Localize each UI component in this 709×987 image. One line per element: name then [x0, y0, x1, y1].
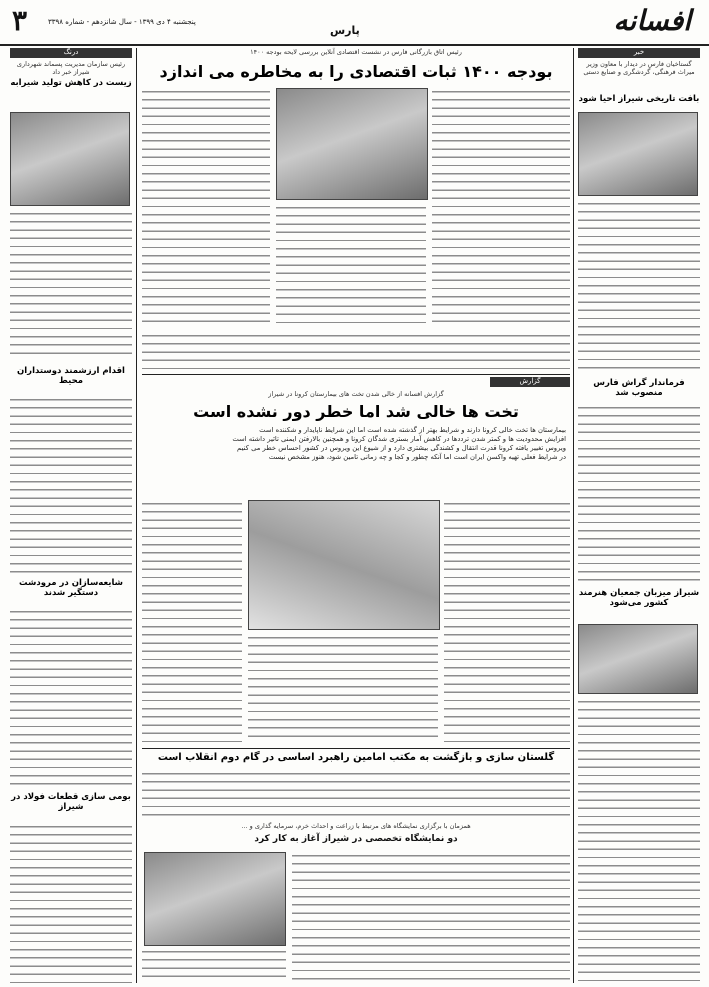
right-item2-title: فرماندار گراش فارس منصوب شد: [593, 378, 685, 398]
issue-info: پنجشنبه ۴ دی ۱۳۹۹ - سال شانزدهم - شماره ۳۳۹۸: [48, 18, 196, 26]
lead-kicker: رئیس اتاق بازرگانی فارس در نشست اقتصادی آنلاین بررسی لایحه بودجه ۱۴۰۰: [250, 48, 462, 56]
left-item3-title: شایعه‌سازان در مرودشت دستگیر شدند: [18, 578, 124, 598]
exhibition-photo: [144, 852, 286, 946]
left-item1-photo: [10, 112, 130, 206]
left-section-tag: درنگ: [10, 48, 132, 58]
right-item1-photo: [578, 112, 698, 196]
left-item4-body: [10, 823, 132, 983]
left-item1-body: [10, 210, 132, 360]
right-item3-title: شیراز میزبان جمعیان هنرمند کشور می‌شود: [578, 588, 700, 608]
left-item1-kicker: رئیس سازمان مدیریت پسماند شهرداری شیراز خبر داد: [16, 60, 126, 76]
right-item2-body: [578, 404, 700, 584]
report-body-col1: [142, 500, 242, 742]
bottom-title: گلستان سازی و بازگشت به مکتب امامین راهبرد اساسی در گام دوم انقلاب است: [157, 752, 555, 763]
left-item2-body: [10, 396, 132, 574]
report-body-col3: [444, 500, 570, 742]
report-kicker: گزارش افسانه از خالی شدن تخت های بیمارستان کرونا در شیراز: [268, 390, 444, 398]
report-bullet: در شرایط فعلی تهیه واکسن ایران است اما آنکه چطور و کجا و چه زمانی تامین شود، هنوز مشخص نیست: [268, 453, 566, 461]
left-column: [10, 48, 132, 983]
lead-title: بودجه ۱۴۰۰ ثبات اقتصادی را به مخاطره می اندازد: [159, 62, 553, 81]
bottom-rule: [142, 748, 570, 749]
lead-photo: [276, 88, 428, 200]
report-title: تخت ها خالی شد اما خطر دور نشده است: [193, 402, 519, 421]
lead-body-col3: [432, 88, 570, 328]
right-item1-kicker: گستاخیان فارس در دیدار با معاون وزیر میراث فرهنگی، گردشگری و صنایع دستی: [583, 60, 695, 76]
report-bullet: ویروس تغییر یافته کرونا قدرت انتقال و کشندگی بیشتری دارد و از شیوع این ویروس در کشور احساس خطر می کنیم: [237, 444, 566, 452]
bottom-body: [142, 770, 570, 818]
lead-body-bottom: [142, 332, 570, 370]
column-divider-right: [573, 48, 574, 983]
lead-body-col1: [142, 88, 270, 328]
report-bullets: [148, 426, 566, 462]
exhibition-body: [292, 852, 570, 980]
page-header: [0, 0, 709, 46]
right-item3-body: [578, 698, 700, 983]
bottom-kicker: همزمان با برگزاری نمایشگاه های مرتبط با زراعت و احداث خرم، سرمایه گذاری و ...: [241, 822, 471, 830]
report-bullet: بیمارستان ها تخت خالی کرونا دارند و شرایط بهتر از گذشته شده است اما این شرایط ناپایدار و شکننده است: [259, 426, 566, 434]
report-bullet: افزایش محدودیت ها و کمتر شدن ترددها در کاهش آمار بستری شدگان کرونا و همچنین بالارفتن ایمنی تاثیر داشته است: [232, 435, 566, 443]
report-photo: [248, 500, 440, 630]
left-item2-title: اقدام ارزشمند دوستداران محیط: [17, 366, 125, 386]
left-item1-title: زیست در کاهش تولید شیرابه: [10, 78, 132, 88]
left-item3-body: [10, 608, 132, 788]
right-item1-body: [578, 200, 700, 372]
column-divider-left: [136, 48, 137, 983]
page-number: ۳: [12, 4, 28, 37]
right-item1-title: بافت تاریخی شیراز احیا شود: [578, 94, 700, 104]
bottom-subtitle: دو نمایشگاه تخصصی در شیراز آغاز به کار کرد: [254, 834, 458, 844]
report-rule: [142, 374, 570, 375]
exhibition-body-2: [142, 948, 286, 980]
report-tag: گزارش: [490, 377, 570, 387]
right-section-tag: خبر: [578, 48, 700, 58]
lead-body-col2: [276, 204, 426, 328]
report-body-col2: [248, 634, 438, 742]
newspaper-logo: افسانه: [613, 4, 691, 37]
right-item3-photo: [578, 624, 698, 694]
left-item4-title: بومی سازی قطعات فولاد در شیراز: [11, 792, 131, 812]
section-name: پارس: [330, 24, 360, 37]
right-column: [578, 48, 700, 983]
